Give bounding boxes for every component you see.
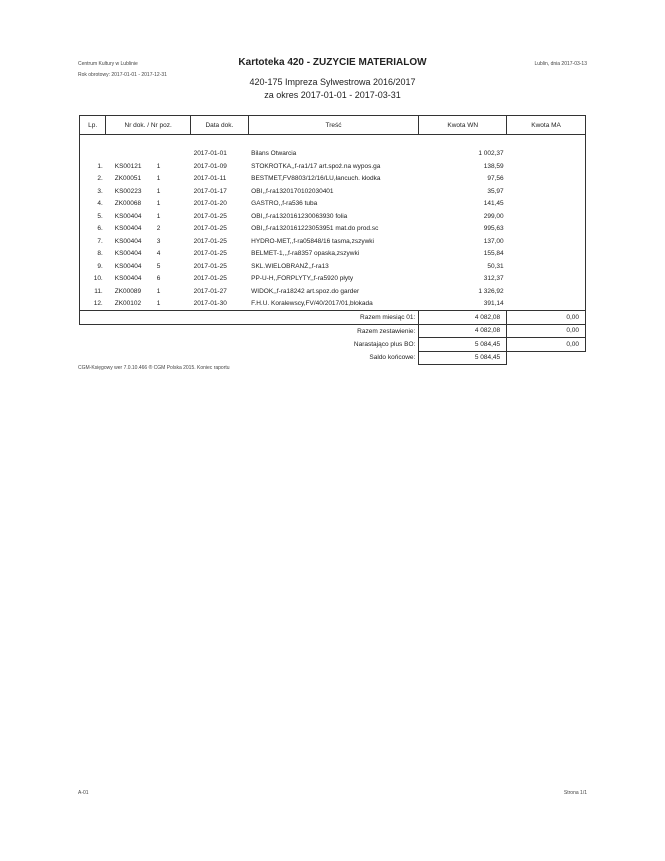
header-lp: Lp.	[80, 116, 106, 135]
table-row	[80, 223, 586, 236]
summary-label: Narastająco plus BO:	[353, 340, 416, 348]
row-doc	[106, 173, 191, 186]
summary-amount-ma: 0,00	[507, 324, 586, 338]
row-lp: 6.	[80, 223, 106, 236]
row-doc	[106, 285, 191, 298]
row-position: 1	[156, 200, 161, 208]
summary-amount-ma	[507, 351, 586, 365]
row-amount-wn: 137,00	[483, 237, 504, 245]
table-row	[80, 185, 586, 198]
row-amount-ma	[507, 223, 586, 236]
row-description: SKL.WIELOBRANŻ,,f-ra13	[251, 262, 329, 270]
row-doc-number: ZK00089	[114, 287, 142, 295]
ledger-body	[80, 135, 586, 311]
row-position: 2	[156, 225, 161, 233]
opening-label: Bilans Otwarcia	[251, 150, 297, 158]
row-date: 2017-01-17	[193, 187, 227, 195]
summary-label: Saldo końcowe:	[369, 354, 416, 362]
opening-amount-wn: 1 002,37	[478, 150, 504, 158]
software-footnote: CGM-Księgowy wer 7.0.10.466 ® CGM Polska 2015. Koniec raportu	[78, 365, 230, 371]
row-position: 5	[156, 262, 161, 270]
row-doc-number: ZK00051	[114, 175, 142, 183]
row-amount-ma	[507, 160, 586, 173]
opening-balance-row	[80, 148, 586, 161]
row-lp: 10.	[80, 273, 106, 286]
page-number: Strona 1/1	[563, 790, 587, 796]
row-amount-wn: 138,59	[483, 162, 504, 170]
row-amount-ma	[507, 298, 586, 311]
row-amount-ma	[507, 285, 586, 298]
row-doc-number: ZK00068	[114, 200, 142, 208]
row-doc-number: KS00404	[114, 250, 142, 258]
row-position: 4	[156, 250, 161, 258]
row-lp: 5.	[80, 210, 106, 223]
report-subtitle: 420-175 Impreza Sylwestrowa 2016/2017	[249, 77, 416, 87]
header-amount-ma: Kwota MA	[507, 116, 586, 135]
row-lp: 1.	[80, 160, 106, 173]
row-amount-wn: 97,56	[487, 175, 504, 183]
row-amount-ma	[507, 273, 586, 286]
row-doc-number: KS00404	[114, 212, 142, 220]
row-date: 2017-01-11	[193, 175, 227, 183]
row-doc-number: KS00404	[114, 262, 142, 270]
row-amount-wn: 995,63	[483, 225, 504, 233]
summary-row	[80, 324, 586, 338]
row-lp: 2.	[80, 173, 106, 186]
row-amount-ma	[507, 248, 586, 261]
row-date: 2017-01-25	[193, 262, 227, 270]
table-row	[80, 273, 586, 286]
summary-amount-wn: 5 084,45	[419, 338, 507, 352]
row-doc-number: KS00223	[114, 187, 142, 195]
table-row	[80, 248, 586, 261]
row-description: GASTRO,,f-ra536 tuba	[251, 200, 318, 208]
report-title: Kartoteka 420 - ZUZYCIE MATERIALOW	[238, 57, 427, 68]
row-position: 1	[156, 187, 161, 195]
row-description: HYDRO-MET,,f-ra05848/16 tasma,zszywki	[251, 237, 374, 245]
summary-amount-wn: 4 082,08	[419, 324, 507, 338]
row-doc	[106, 198, 191, 211]
page-code: A-01	[78, 790, 89, 796]
table-row	[80, 285, 586, 298]
row-amount-wn: 35,97	[487, 187, 504, 195]
row-description: OBI,,f-ra1320161223053951 mat.do prod.sc	[251, 225, 379, 233]
report-range: za okres 2017-01-01 - 2017-03-31	[264, 90, 401, 100]
opening-date: 2017-01-01	[193, 150, 227, 158]
row-position: 1	[156, 175, 161, 183]
row-doc	[106, 260, 191, 273]
row-description: PP-U-H,,FORPLYTY,,f-ra5920 płyty	[251, 275, 354, 283]
table-row	[80, 260, 586, 273]
row-amount-ma	[507, 210, 586, 223]
header-doc-date: Data dok.	[191, 116, 249, 135]
row-lp: 3.	[80, 185, 106, 198]
row-amount-wn: 50,31	[487, 262, 504, 270]
row-amount-wn: 141,45	[483, 200, 504, 208]
header-doc-number: Nr dok. / Nr poz.	[106, 116, 191, 135]
summary-amount-ma: 0,00	[507, 338, 586, 352]
row-amount-wn: 299,00	[483, 212, 504, 220]
row-description: F.H.U. Koralewscy,FV/40/2017/01,blokada	[248, 298, 419, 311]
row-lp: 9.	[80, 260, 106, 273]
row-doc-number: KS00121	[114, 162, 142, 170]
row-description: BELMET-1,,,f-ra8357 opaska,zszywki	[251, 250, 360, 258]
row-date: 2017-01-30	[191, 298, 249, 311]
row-doc	[106, 185, 191, 198]
row-amount-ma	[507, 260, 586, 273]
row-description: OBI,,f-ra1320170102030401	[251, 187, 334, 195]
header-description: Treść	[248, 116, 419, 135]
row-amount-ma	[507, 198, 586, 211]
row-amount-wn: 155,84	[483, 250, 504, 258]
row-lp: 12.	[80, 298, 106, 311]
row-doc	[106, 298, 191, 311]
row-position: 1	[156, 212, 161, 220]
row-doc-number: KS00404	[114, 237, 142, 245]
row-date: 2017-01-27	[193, 287, 227, 295]
row-description: OBI,,f-ra1320161230063930 folia	[251, 212, 348, 220]
row-position: 1	[156, 287, 161, 295]
place-date: Lublin, dnia 2017-03-13	[534, 61, 587, 67]
row-description: STOKROTKA,,f-ra1/17 art.spoż.na wypos.ga	[251, 162, 381, 170]
row-lp: 7.	[80, 235, 106, 248]
row-amount-ma	[507, 235, 586, 248]
table-header-row	[80, 116, 586, 135]
row-doc-number: ZK00102	[114, 300, 142, 308]
row-doc	[106, 248, 191, 261]
row-date: 2017-01-25	[193, 275, 227, 283]
table-row	[80, 173, 586, 186]
summary-body	[80, 311, 586, 365]
row-date: 2017-01-25	[193, 225, 227, 233]
header-amount-wn: Kwota WN	[419, 116, 507, 135]
row-amount-ma	[507, 173, 586, 186]
summary-amount-wn: 5 084,45	[419, 351, 507, 365]
summary-row	[80, 311, 586, 325]
summary-label: Razem zestawienie:	[357, 327, 416, 335]
table-row	[80, 210, 586, 223]
row-lp: 8.	[80, 248, 106, 261]
row-position: 3	[156, 237, 161, 245]
organization-name: Centrum Kultury w Lublinie	[78, 61, 138, 67]
row-date: 2017-01-20	[193, 200, 227, 208]
ledger-table	[79, 115, 586, 365]
row-date: 2017-01-25	[193, 212, 227, 220]
row-amount-wn: 312,37	[483, 275, 504, 283]
row-doc	[106, 160, 191, 173]
row-description: WIDOK,,f-ra18242 art.spoz.do garder	[251, 287, 360, 295]
summary-row	[80, 338, 586, 352]
row-amount-wn: 1 326,92	[478, 287, 504, 295]
summary-row	[80, 351, 586, 365]
row-date: 2017-01-25	[193, 237, 227, 245]
row-amount-ma	[507, 185, 586, 198]
table-row	[80, 198, 586, 211]
row-doc-number: KS00404	[114, 275, 142, 283]
summary-label: Razem miesiąc 01:	[80, 311, 419, 325]
summary-amount-wn: 4 082,08	[419, 311, 507, 325]
row-lp: 11.	[80, 285, 106, 298]
row-date: 2017-01-09	[193, 162, 227, 170]
row-doc	[106, 273, 191, 286]
row-position: 1	[156, 162, 161, 170]
row-doc	[106, 210, 191, 223]
row-doc	[106, 235, 191, 248]
row-amount-wn: 391,14	[419, 298, 507, 311]
row-lp: 4.	[80, 198, 106, 211]
row-date: 2017-01-25	[193, 250, 227, 258]
table-row	[80, 160, 586, 173]
summary-amount-ma: 0,00	[507, 311, 586, 325]
row-description: BESTMET,FV8803/12/16/LU,łancuch. kłodka	[251, 175, 381, 183]
row-position: 6	[156, 275, 161, 283]
table-row	[80, 298, 586, 311]
row-doc	[106, 223, 191, 236]
fiscal-period: Rok obrotowy: 2017-01-01 - 2017-12-31	[78, 72, 167, 78]
row-position: 1	[156, 300, 161, 308]
table-row	[80, 235, 586, 248]
row-doc-number: KS00404	[114, 225, 142, 233]
